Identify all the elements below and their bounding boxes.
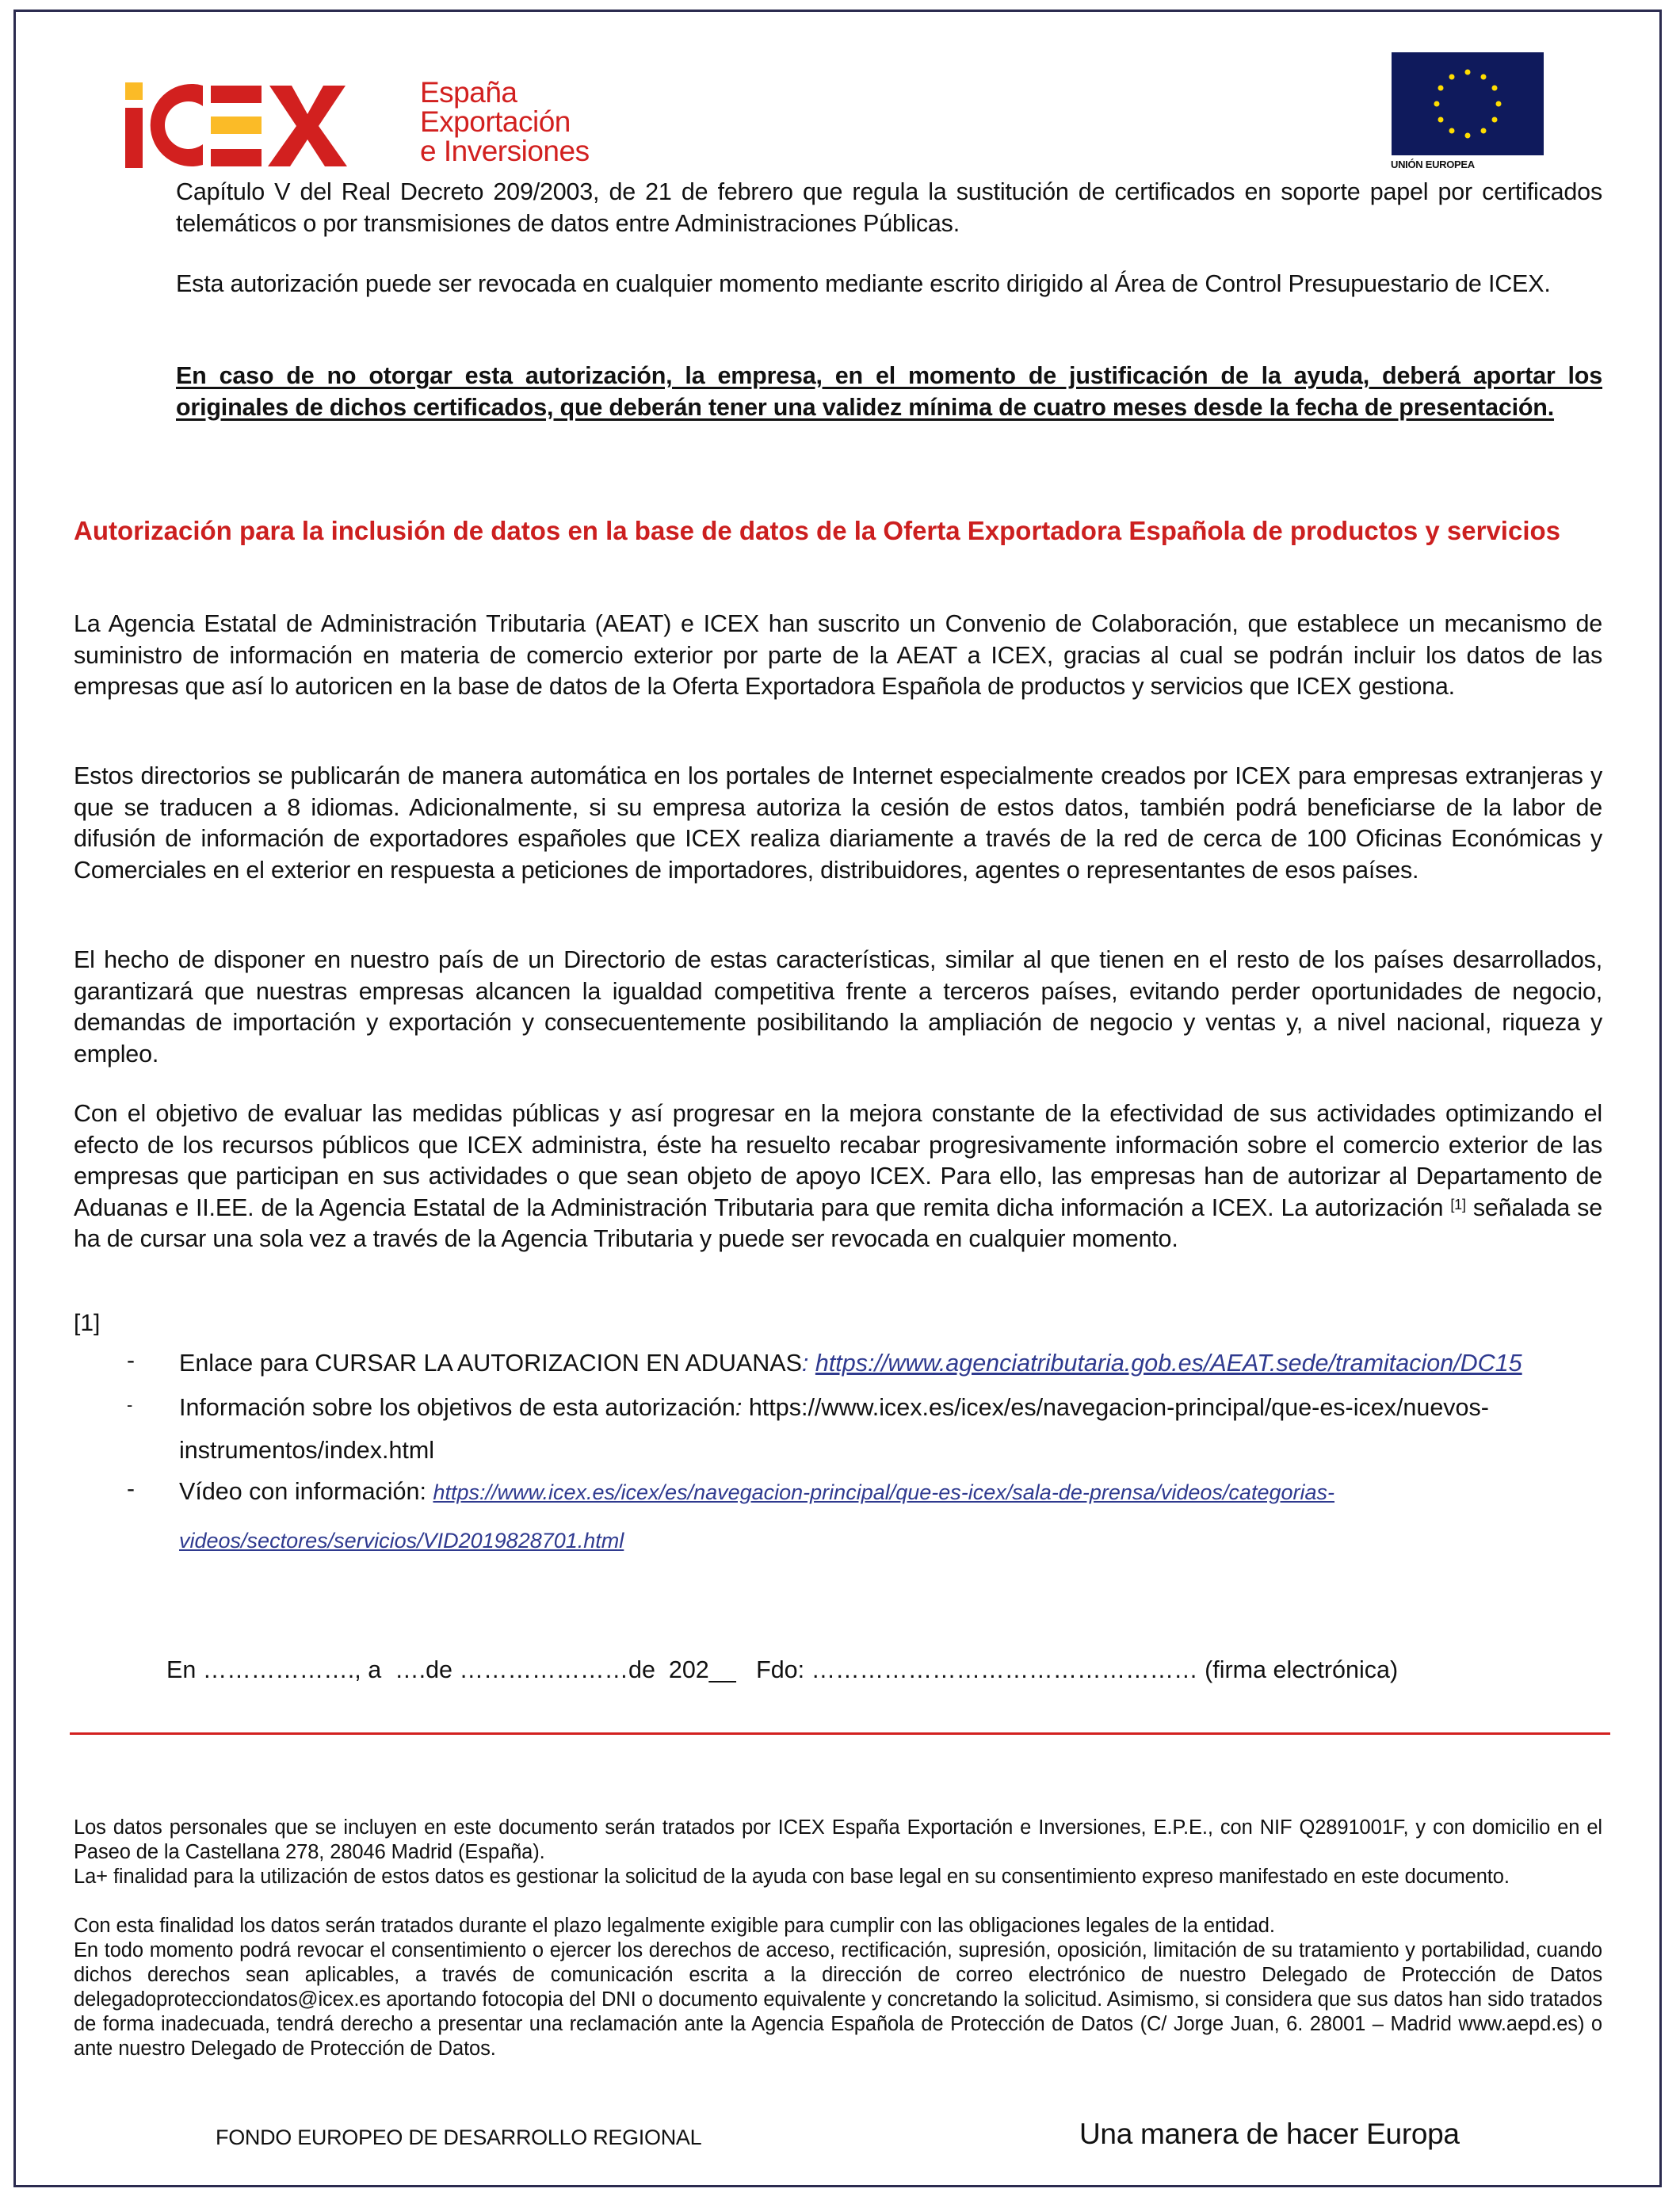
eu-label: UNIÓN EUROPEA bbox=[1391, 159, 1475, 170]
p4-text-after: señalada se ha de cursar una sola vez a través de la Agencia Tributaria y puede ser revocada en cualquier momento. bbox=[74, 1194, 1602, 1252]
aeat-link[interactable]: https://www.agenciatributaria.gob.es/AEAT.sede/tramitacion/DC15 bbox=[815, 1350, 1522, 1377]
footnote-item-1 bbox=[179, 1349, 1522, 1377]
footnote-item-3 bbox=[179, 1477, 1334, 1507]
icex-objectives-url[interactable]: https://www.icex.es/icex/es/navegacion-principal/que-es-icex/nuevos- bbox=[748, 1394, 1489, 1421]
bullet-icon: - bbox=[127, 1395, 133, 1415]
warning-paragraph: En caso de no otorgar esta autorización, la empresa, en el momento de justificación de la ayuda, deberá aportar los originales de dichos certificados, que deberán tener una validez mínima de cuatro meses desde la fecha de presentación. bbox=[176, 362, 1602, 421]
legal-text-1: Los datos personales que se incluyen en este documento serán tratados por ICEX España Exportación e Inversiones, E.P.E., con NIF Q2891001F, y con domicilio en el Paseo de la Castellana 278, 28046 Madrid (España). bbox=[74, 1816, 1602, 1863]
icex-logo-text bbox=[420, 78, 590, 166]
bullet-icon: - bbox=[127, 1476, 135, 1502]
icex-logo-icon bbox=[125, 82, 410, 168]
footer-fund: FONDO EUROPEO DE DESARROLLO REGIONAL bbox=[216, 2126, 702, 2149]
section-paragraph-3: El hecho de disponer en nuestro país de un Directorio de estas características, similar al que tienen en el resto de los países desarrollados, garantizará que nuestras empresas alcancen la igualdad competitiva frente a terceros países, evitando perder oportunidades de negocio, demandas de importación y exportación y consecuentemente posibilitando la ampliación de negocio y ventas y, a nivel nacional, riqueza y empleo. bbox=[74, 946, 1602, 1068]
item-2-sep: : bbox=[735, 1394, 749, 1421]
footnote-reference[interactable]: [1] bbox=[1450, 1196, 1466, 1213]
item-1-label: Enlace para CURSAR LA AUTORIZACION EN ADUANAS bbox=[179, 1350, 802, 1377]
footnote-marker: [1] bbox=[74, 1310, 101, 1336]
logo-line-3: e Inversiones bbox=[420, 135, 590, 167]
logo-line-1: España bbox=[420, 76, 517, 109]
red-divider bbox=[70, 1732, 1610, 1735]
intro-paragraph-2: Esta autorización puede ser revocada en cualquier momento mediante escrito dirigido al Área de Control Presupuestario de ICEX. bbox=[176, 270, 1551, 297]
video-link-cont[interactable]: videos/sectores/servicios/VID2019828701.html bbox=[179, 1529, 624, 1553]
p4-text-before: Con el objetivo de evaluar las medidas públicas y así progresar en la mejora constante de la efectividad de sus actividades optimizando el efecto de los recursos públicos que ICEX administra, éste ha resuelto recabar progresivamente información sobre el comercio exterior de las empresas que participan en sus actividades o que sean objeto de apoyo ICEX. Para ello, las empresas han de autorizar al Departamento de Aduanas e II.EE. de la Agencia Estatal de la Administración Tributaria para que remita dicha información a ICEX. La autorización bbox=[74, 1100, 1602, 1221]
footnote-item-2 bbox=[179, 1393, 1489, 1422]
legal-text-4: En todo momento podrá revocar el consentimiento o ejercer los derechos de acceso, rectificación, supresión, oposición, limitación de su tratamiento y portabilidad, cuando dichos derechos sean aplicables, a través de comunicación escrita a la dirección de correo electrónico de nuestro Delegado de Protección de Datos delegadoprotecciondatos@icex.es aportando fotocopia del DNI o documento equivalente y concretando la solicitud. Asimismo, si considera que sus datos han sido tratados de forma inadecuada, tendrá derecho a presentar una reclamación ante la Agencia Española de Protección de Datos (C/ Jorge Juan, 6. 28001 – Madrid www.aepd.es) o ante nuestro Delegado de Protección de Datos. bbox=[74, 1939, 1602, 2060]
footer-slogan: Una manera de hacer Europa bbox=[1079, 2118, 1460, 2150]
logo-line-2: Exportación bbox=[420, 105, 571, 138]
eu-flag-icon bbox=[1392, 52, 1544, 155]
video-link[interactable]: https://www.icex.es/icex/es/navegacion-principal/que-es-icex/sala-de-prensa/videos/categorias- bbox=[433, 1480, 1334, 1504]
item-3-label: Vídeo con información: bbox=[179, 1478, 426, 1505]
legal-text-2: La+ finalidad para la utilización de estos datos es gestionar la solicitud de la ayuda con base legal en su consentimiento expreso manifestado en este documento. bbox=[74, 1866, 1510, 1888]
section-paragraph-1: La Agencia Estatal de Administración Tributaria (AEAT) e ICEX han suscrito un Convenio de Colaboración, que establece un mecanismo de suministro de información en materia de comercio exterior por parte de la AEAT a ICEX, gracias al cual se podrán incluir los datos de las empresas que así lo autoricen en la base de datos de la Oferta Exportadora Española de productos y servicios que ICEX gestiona. bbox=[74, 610, 1602, 700]
legal-text-3: Con esta finalidad los datos serán tratados durante el plazo legalmente exigible para cumplir con las obligaciones legales de la entidad. bbox=[74, 1915, 1275, 1937]
signature-line: En ………………., a ….de …………………de 202__ Fdo: ………………………………………… (firma electrónica) bbox=[166, 1656, 1399, 1683]
bullet-icon: - bbox=[127, 1347, 135, 1373]
item-2-label: Información sobre los objetivos de esta autorización bbox=[179, 1394, 735, 1421]
section-paragraph-2: Estos directorios se publicarán de manera automática en los portales de Internet especialmente creados por ICEX para empresas extranjeras y que se traducen a 8 idiomas. Adicionalmente, si su empresa autoriza la cesión de estos datos, también podrá beneficiarse de la labor de difusión de información de exportadores españoles que ICEX realiza diariamente a través de la red de cerca de 100 Oficinas Económicas y Comerciales en el exterior en respuesta a peticiones de importadores, distribuidores, agentes o representantes de esos países. bbox=[74, 762, 1602, 884]
section-heading: Autorización para la inclusión de datos en la base de datos de la Oferta Exportadora Española de productos y servicios bbox=[74, 516, 1561, 545]
intro-paragraph-1: Capítulo V del Real Decreto 209/2003, de 21 de febrero que regula la sustitución de certificados en soporte papel por certificados telemáticos o por transmisiones de datos entre Administraciones Públicas. bbox=[176, 178, 1602, 237]
section-paragraph-4 bbox=[74, 1098, 1602, 1255]
item-1-sep: : bbox=[801, 1350, 815, 1377]
icex-objectives-url-cont[interactable]: instrumentos/index.html bbox=[179, 1437, 435, 1464]
